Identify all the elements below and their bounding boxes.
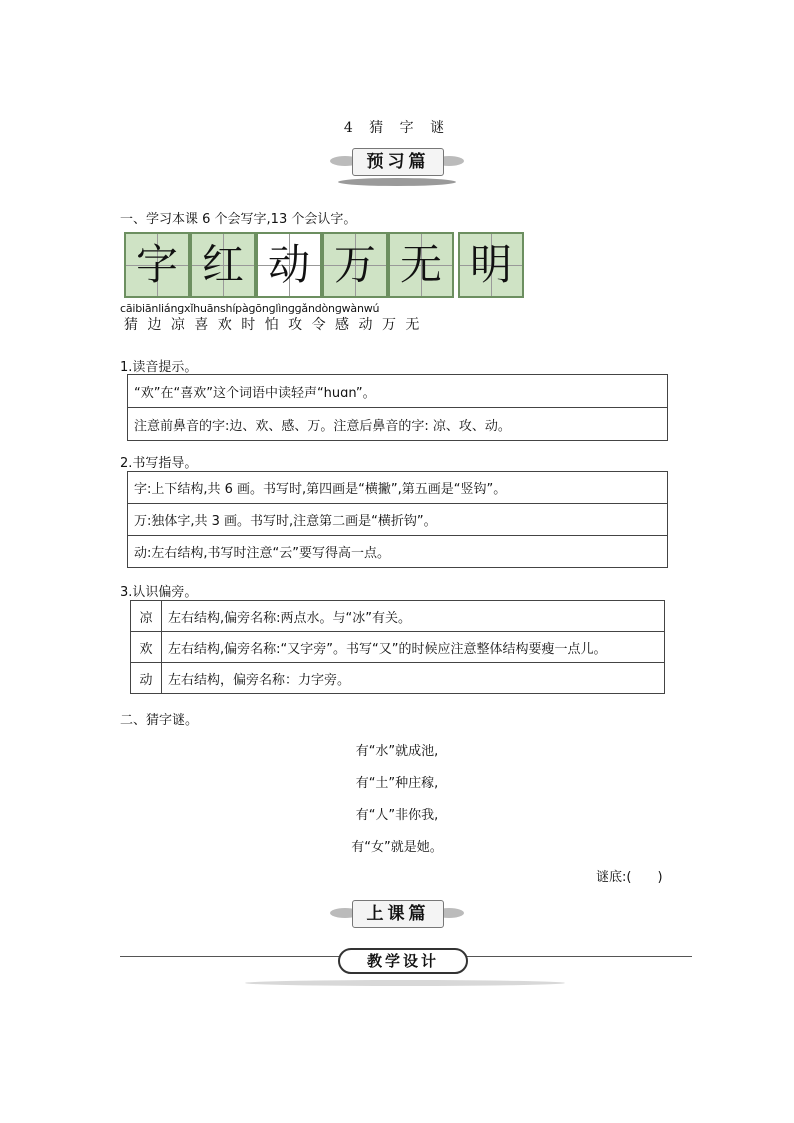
grid-char: 红: [190, 232, 256, 298]
teaching-design-label: 教学设计: [338, 948, 468, 974]
part1-heading: 1.读音提示。: [120, 360, 198, 375]
radical-row: [131, 601, 665, 632]
section2-heading: 二、猜字谜。: [120, 713, 199, 728]
radical-char: 凉: [131, 601, 162, 632]
lesson-title: 4 猜 字 谜: [343, 120, 451, 136]
radical-desc: 左右结构,偏旁名称:“又字旁”。书写“又”的时候应注意整体结构要瘦一点儿。: [162, 632, 665, 663]
pronunciation-row: “欢”在“喜欢”这个词语中读轻声“huɑn”。: [128, 375, 668, 408]
grid-char: 万: [322, 232, 388, 298]
radical-row: [131, 632, 665, 663]
radical-table: [130, 600, 665, 694]
pronunciation-row: 注意前鼻音的字:边、欢、感、万。注意后鼻音的字: 凉、攻、动。: [128, 408, 668, 441]
part3-heading: 3.认识偏旁。: [120, 585, 198, 600]
divider-shadow: [245, 980, 565, 986]
pinyin-line: cāibiānliánɡxǐhuānshípàɡōnɡlìnɡɡǎndònɡwànwú: [120, 302, 380, 315]
read-chars: 猜 边 凉 喜 欢 时 怕 攻 令 感 动 万 无: [124, 317, 420, 333]
riddle-line: 有“人”非你我,: [355, 808, 439, 823]
pronunciation-table: [127, 374, 668, 441]
section1-heading: 一、学习本课 6 个会写字,13 个会认字。: [120, 212, 357, 227]
grid-char: 字: [124, 232, 190, 298]
grid-char: 无: [388, 232, 454, 298]
part2-heading: 2.书写指导。: [120, 456, 198, 471]
banner-base-ornament: [338, 178, 456, 186]
preview-banner-label: 预习篇: [352, 148, 444, 176]
writing-guide-table: [127, 471, 668, 568]
radical-desc: 左右结构，偏旁名称：力字旁。: [162, 663, 665, 694]
riddle-line: 有“土”种庄稼,: [355, 776, 439, 791]
radical-desc: 左右结构,偏旁名称:两点水。与“冰”有关。: [162, 601, 665, 632]
class-banner-label: 上课篇: [352, 900, 444, 928]
writing-guide-row: 动:左右结构,书写时注意“云”要写得高一点。: [128, 536, 668, 568]
riddle-line: 有“水”就成池,: [355, 744, 439, 759]
riddle-answer: 谜底:( ): [596, 870, 663, 885]
radical-row: [131, 663, 665, 694]
radical-char: 欢: [131, 632, 162, 663]
class-banner: [330, 892, 464, 944]
grid-char: 动: [256, 232, 322, 298]
preview-banner: [330, 140, 464, 192]
grid-char: 明: [458, 232, 524, 298]
writing-guide-row: 万:独体字,共 3 画。书写时,注意第二画是“横折钩”。: [128, 504, 668, 536]
radical-char: 动: [131, 663, 162, 694]
writing-guide-row: 字:上下结构,共 6 画。书写时,第四画是“横撇”,第五画是“竖钩”。: [128, 472, 668, 504]
riddle-line: 有“女”就是她。: [351, 840, 443, 855]
